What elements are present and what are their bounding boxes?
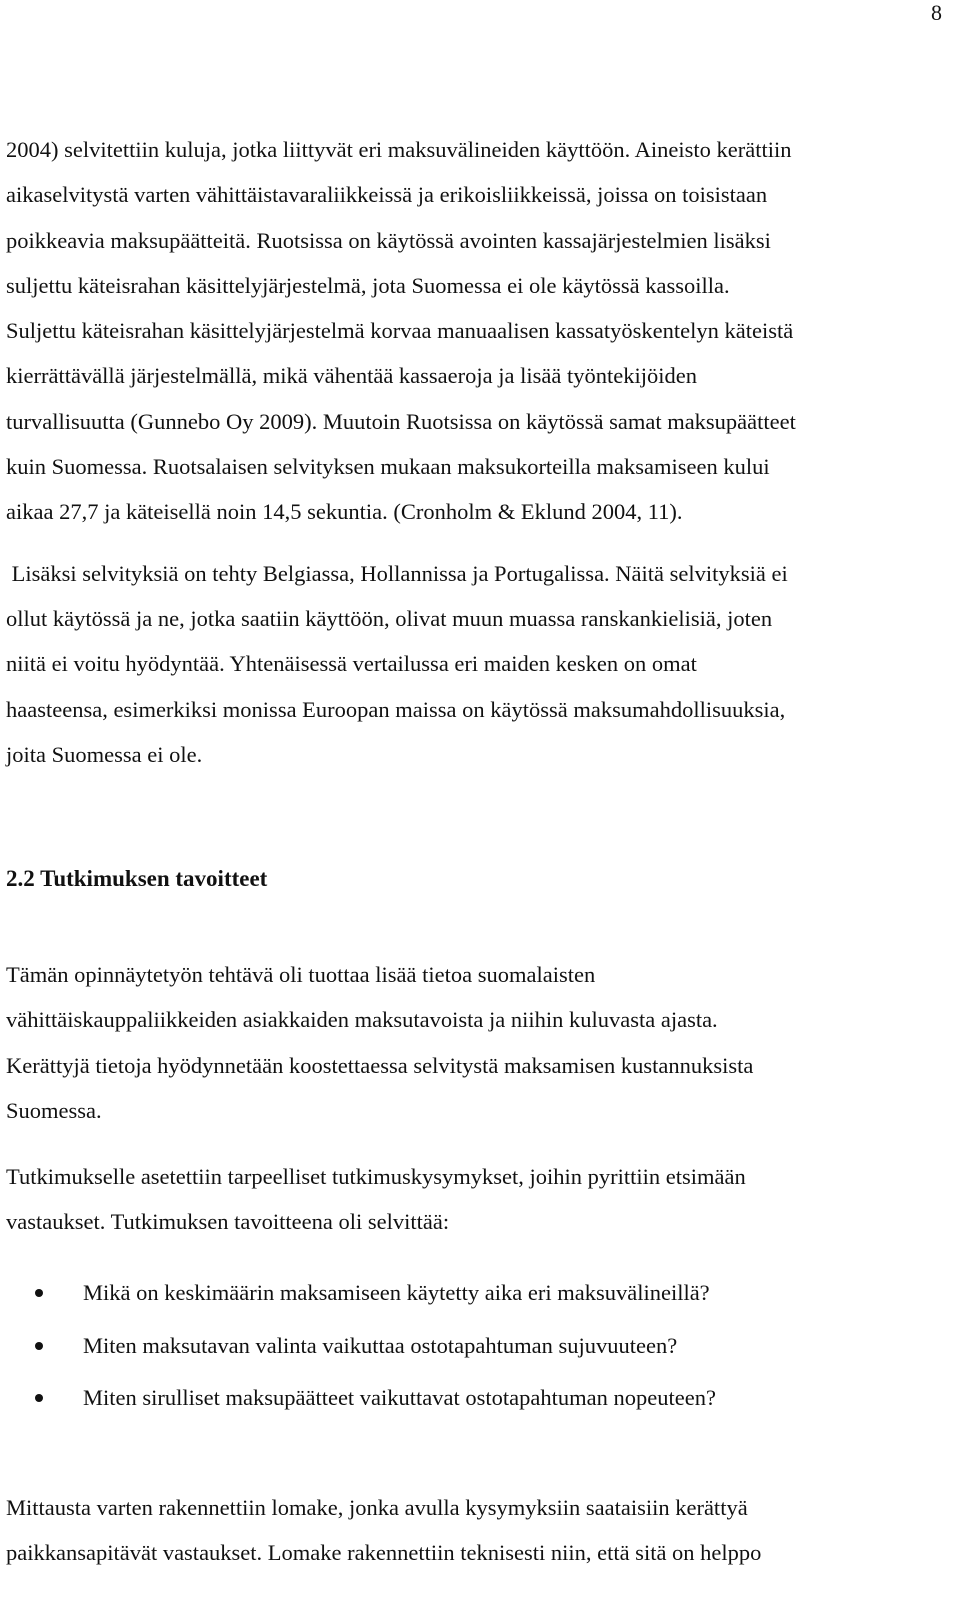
text-line: joita Suomessa ei ole. bbox=[6, 741, 203, 767]
section-heading: 2.2 Tutkimuksen tavoitteet bbox=[6, 866, 268, 891]
text-line: suljettu käteisrahan käsittelyjärjestelmä, jota Suomessa ei ole käytössä kassoilla. bbox=[6, 272, 730, 298]
list-item-text: Mikä on keskimäärin maksamiseen käytetty aika eri maksuvälineillä? bbox=[83, 1280, 710, 1305]
text-line: Tämän opinnäytetyön tehtävä oli tuottaa lisää tietoa suomalaisten bbox=[6, 962, 596, 987]
text-line: kierrättävällä järjestelmällä, mikä vähentää kassaeroja ja lisää työntekijöiden bbox=[6, 363, 697, 389]
page-number: 8 bbox=[931, 0, 942, 25]
text-line: haasteensa, esimerkiksi monissa Euroopan maissa on käytössä maksumahdollisuuksia, bbox=[6, 696, 786, 722]
text-line: Suljettu käteisrahan käsittelyjärjestelmä korvaa manuaalisen kassatyöskentelyn käteistä bbox=[6, 318, 794, 344]
text-line: niitä ei voitu hyödyntää. Yhtenäisessä vertailussa eri maiden kesken on omat bbox=[6, 651, 697, 677]
list-item-text: Miten maksutavan valinta vaikuttaa ostotapahtuman sujuvuuteen? bbox=[83, 1332, 678, 1358]
paragraph-4 bbox=[6, 1154, 746, 1245]
paragraph-5 bbox=[6, 1485, 761, 1576]
list-item bbox=[6, 1320, 716, 1373]
text-line: Mittausta varten rakennettiin lomake, jonka avulla kysymyksiin saataisiin kerättyä bbox=[6, 1495, 748, 1520]
list-item bbox=[6, 1372, 716, 1425]
paragraph-2 bbox=[6, 551, 950, 777]
text-line: Suomessa. bbox=[6, 1097, 102, 1123]
text-line: paikkansapitävät vastaukset. Lomake rakennettiin teknisesti niin, että sitä on helppo bbox=[6, 1540, 762, 1566]
text-line: Lisäksi selvityksiä on tehty Belgiassa, Hollannissa ja Portugalissa. Näitä selvityksiä ei bbox=[6, 560, 788, 586]
bullet-icon bbox=[35, 1289, 43, 1297]
bullet-list bbox=[6, 1267, 716, 1425]
list-item-text: Miten sirulliset maksupäätteet vaikuttavat ostotapahtuman nopeuteen? bbox=[83, 1385, 716, 1410]
text-line: poikkeavia maksupäätteitä. Ruotsissa on käytössä avointen kassajärjestelmien lisäksi bbox=[6, 227, 771, 253]
text-line: aikaselvitystä varten vähittäistavaraliikkeissä ja erikoisliikkeissä, joissa on toisistaan bbox=[6, 182, 768, 208]
bullet-icon bbox=[35, 1342, 43, 1350]
text-line: Kerättyjä tietoja hyödynnetään koostettaessa selvitystä maksamisen kustannuksista bbox=[6, 1052, 754, 1078]
text-line: 2004) selvitettiin kuluja, jotka liittyvät eri maksuvälineiden käyttöön. Aineisto kerättiin bbox=[6, 137, 792, 162]
document-body bbox=[6, 127, 950, 1566]
list-item bbox=[6, 1267, 716, 1320]
text-line: vastaukset. Tutkimuksen tavoitteena oli selvittää: bbox=[6, 1209, 450, 1235]
text-line: Tutkimukselle asetettiin tarpeelliset tutkimuskysymykset, joihin pyrittiin etsimään bbox=[6, 1164, 746, 1189]
text-line: vähittäiskauppaliikkeiden asiakkaiden maksutavoista ja niihin kuluvasta ajasta. bbox=[6, 1007, 718, 1033]
text-line: kuin Suomessa. Ruotsalaisen selvityksen mukaan maksukorteilla maksamiseen kului bbox=[6, 454, 770, 480]
paragraph-3 bbox=[6, 952, 753, 1133]
paragraph-1 bbox=[6, 127, 950, 535]
text-line: ollut käytössä ja ne, jotka saatiin käyttöön, olivat muun muassa ranskankielisiä, joten bbox=[6, 605, 773, 631]
text-line: turvallisuutta (Gunnebo Oy 2009). Muutoin Ruotsissa on käytössä samat maksupäätteet bbox=[6, 408, 796, 434]
bullet-icon bbox=[35, 1394, 43, 1402]
text-line: aikaa 27,7 ja käteisellä noin 14,5 sekuntia. (Cronholm & Eklund 2004, 11). bbox=[6, 499, 683, 525]
